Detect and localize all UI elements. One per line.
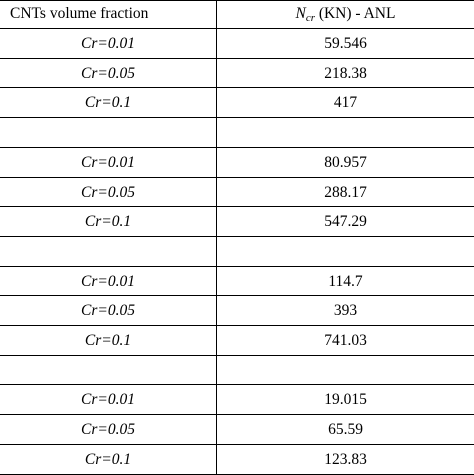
ncr-value-cell xyxy=(217,118,474,148)
ncr-value-cell: 65.59 xyxy=(328,421,363,439)
volume-fraction-cell: Cr=0.01 xyxy=(81,153,135,171)
row-border xyxy=(0,325,474,326)
row-border xyxy=(0,236,474,237)
table-spacer-row xyxy=(0,356,474,383)
header-volume-fraction: CNTs volume fraction xyxy=(10,5,149,22)
row-border xyxy=(0,295,474,296)
table-header-row xyxy=(0,0,474,27)
row-border xyxy=(0,444,474,445)
volume-fraction-cell: Cr=0.1 xyxy=(84,94,132,112)
volume-fraction-cell: Cr=0.05 xyxy=(81,421,135,439)
volume-fraction-cell: Cr=0.01 xyxy=(81,272,135,290)
table-spacer-row xyxy=(0,237,474,264)
table-row xyxy=(0,326,474,353)
row-border xyxy=(0,206,474,207)
ncr-value-cell: 288.17 xyxy=(324,183,367,201)
volume-fraction-cell: Cr=0.01 xyxy=(81,391,135,409)
volume-fraction-cell: Cr=0.05 xyxy=(81,64,135,82)
ncr-value-cell: 547.29 xyxy=(324,213,367,231)
ncr-value-cell: 59.546 xyxy=(324,35,367,52)
ncr-value-cell: 393 xyxy=(333,302,358,320)
table-spacer-row xyxy=(0,118,474,145)
row-border xyxy=(0,117,474,118)
ncr-value-cell xyxy=(217,356,474,386)
row-border xyxy=(0,58,474,59)
table-row xyxy=(0,385,474,412)
row-border xyxy=(0,87,474,88)
table-row xyxy=(0,88,474,115)
table-row xyxy=(0,148,474,175)
table-row xyxy=(0,178,474,205)
ncr-value-cell: 218.38 xyxy=(324,64,367,82)
table-row xyxy=(0,207,474,234)
table-row xyxy=(0,445,474,472)
row-border xyxy=(0,147,474,148)
volume-fraction-cell xyxy=(0,118,216,148)
ncr-value-cell: 123.83 xyxy=(324,450,367,468)
volume-fraction-cell xyxy=(0,237,216,267)
volume-fraction-cell: Cr=0.01 xyxy=(81,35,135,52)
header-ncr-rest: (KN) - ANL xyxy=(314,5,396,22)
ncr-value-cell: 741.03 xyxy=(324,332,367,349)
ncr-value-cell xyxy=(217,237,474,267)
volume-fraction-cell: Cr=0.1 xyxy=(84,332,132,349)
header-ncr-symbol: N xyxy=(295,5,306,22)
table-row xyxy=(0,59,474,86)
header-bottom-border xyxy=(0,28,474,29)
ncr-value-cell: 114.7 xyxy=(328,272,363,290)
volume-fraction-cell: Cr=0.05 xyxy=(81,302,135,320)
row-border xyxy=(0,414,474,415)
row-border xyxy=(0,266,474,267)
row-border xyxy=(0,384,474,385)
row-border xyxy=(0,355,474,356)
table-top-border xyxy=(0,0,474,1)
volume-fraction-cell: Cr=0.1 xyxy=(84,213,132,231)
ncr-value-cell: 19.015 xyxy=(324,391,367,409)
table-row xyxy=(0,415,474,442)
volume-fraction-cell: Cr=0.05 xyxy=(81,183,135,201)
volume-fraction-cell xyxy=(0,356,216,386)
table-row xyxy=(0,29,474,56)
header-ncr-subscript: cr xyxy=(305,12,315,24)
table-row xyxy=(0,267,474,294)
ncr-value-cell: 80.957 xyxy=(324,153,367,171)
volume-fraction-cell: Cr=0.1 xyxy=(84,450,132,468)
header-ncr-anl xyxy=(217,0,474,28)
ncr-value-cell: 417 xyxy=(333,94,358,112)
table-row xyxy=(0,296,474,323)
row-border xyxy=(0,177,474,178)
